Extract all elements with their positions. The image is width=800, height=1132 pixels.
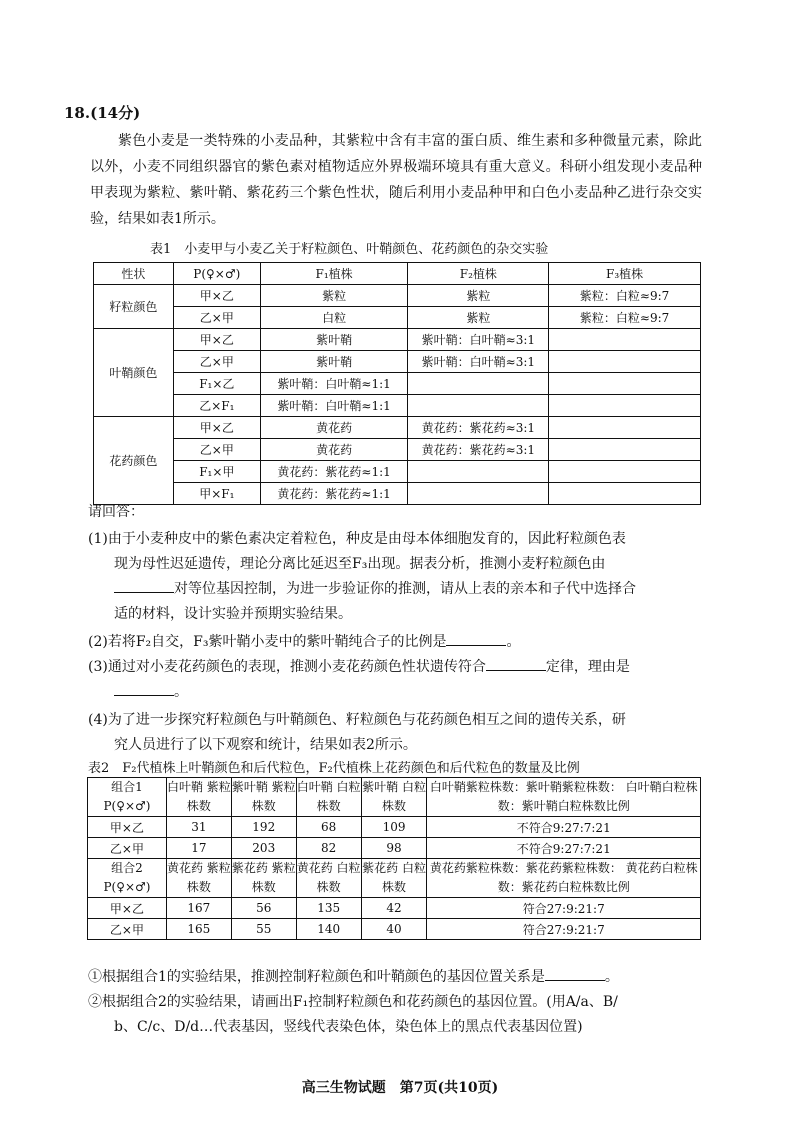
tail-item-1 <box>88 965 713 990</box>
table-row <box>94 395 701 417</box>
table-cell <box>549 439 701 461</box>
table-cell: 55 <box>231 919 296 940</box>
table1-header-row <box>94 263 701 285</box>
table-cell: 黄花药 <box>260 417 408 439</box>
table-row <box>94 307 701 329</box>
q3-line-a <box>88 655 708 680</box>
table-cell: 甲×乙 <box>173 417 260 439</box>
table-cell: 紫叶鞘：白叶鞘≈3:1 <box>408 351 549 373</box>
table-row <box>88 838 701 859</box>
q3-text-b: 定律，理由是 <box>545 659 630 675</box>
question-number: 18.(14分) <box>64 104 141 122</box>
table-cell <box>549 417 701 439</box>
table-cell <box>408 483 549 505</box>
table2-header: 黄花药 紫粒株数 <box>166 859 231 898</box>
table-row <box>94 329 701 351</box>
table-cell: 紫粒：白粒≈9:7 <box>549 307 701 329</box>
table-cell: 黄花药：紫花药≈3:1 <box>408 417 549 439</box>
table-cell: 紫叶鞘：白叶鞘≈1:1 <box>260 373 408 395</box>
q4-line-b: 究人员进行了以下观察和统计，结果如表2所示。 <box>114 737 417 753</box>
tail-item-2-line-b: b、C/c、D/d…代表基因，竖线代表染色体，染色体上的黑点代表基因位置) <box>114 1019 583 1035</box>
table-row <box>94 351 701 373</box>
table-cell: 乙×甲 <box>88 838 167 859</box>
table-row <box>94 285 701 307</box>
table-cell: 甲×乙 <box>88 898 167 919</box>
q3-line-b <box>88 680 708 705</box>
table-cell: 紫叶鞘：白叶鞘≈1:1 <box>260 395 408 417</box>
answer-blank[interactable] <box>114 681 174 696</box>
table2-header-row <box>88 778 701 817</box>
page-footer: 高三生物试题 第7页(共10页) <box>301 1080 499 1096</box>
table-cell: 109 <box>361 817 427 838</box>
table-row <box>94 439 701 461</box>
table-cell: 140 <box>296 919 361 940</box>
table-cell <box>549 373 701 395</box>
table1-header: 性状 <box>94 263 174 285</box>
answer-blank[interactable] <box>446 631 506 646</box>
table-cell: 68 <box>296 817 361 838</box>
table-cell: F₁×甲 <box>173 461 260 483</box>
sub-question-2 <box>88 630 708 655</box>
table-cell: 乙×F₁ <box>173 395 260 417</box>
table2-header: 组合2 P(♀×♂) <box>88 859 167 898</box>
table-cell: 98 <box>361 838 427 859</box>
table-cell: 符合27:9:21:7 <box>427 898 701 919</box>
period: 。 <box>604 969 619 985</box>
table2-header: 白叶鞘 紫粒株数 <box>166 778 231 817</box>
table1-header: F₁植株 <box>260 263 408 285</box>
table-cell: 白粒 <box>260 307 408 329</box>
sub-question-3 <box>88 655 708 705</box>
table-cell <box>549 329 701 351</box>
q1-line-b: 现为母性迟延遗传，理论分离比延迟至F₃出现。据表分析，推测小麦籽粒颜色由 <box>114 556 606 572</box>
table-row <box>88 919 701 940</box>
table-cell: 82 <box>296 838 361 859</box>
table-cell: 乙×甲 <box>173 351 260 373</box>
table-cell <box>549 395 701 417</box>
answer-blank[interactable] <box>545 966 605 981</box>
table2-header: 紫花药 白粒株数 <box>361 859 427 898</box>
period: 。 <box>506 634 521 650</box>
table-cell: 203 <box>231 838 296 859</box>
table-cell: 192 <box>231 817 296 838</box>
sub-question-1 <box>88 527 708 627</box>
tail-item-1-text: ①根据组合1的实验结果，推测控制籽粒颜色和叶鞘颜色的基因位置关系是 <box>88 969 545 985</box>
q1-line-a: (1)由于小麦种皮中的紫色素决定着粒色，种皮是由母本体细胞发育的，因此籽粒颜色表 <box>88 531 626 547</box>
table2-header: 白叶鞘紫粒株数：紫叶鞘紫粒株数： 白叶鞘白粒株数：紫叶鞘白粒株数比例 <box>427 778 701 817</box>
table-cell: 符合27:9:21:7 <box>427 919 701 940</box>
table-cell: 乙×甲 <box>173 307 260 329</box>
table-cell: 42 <box>361 898 427 919</box>
table-cell: 紫粒：白粒≈9:7 <box>549 285 701 307</box>
table-cell <box>408 395 549 417</box>
table-cell: 乙×甲 <box>173 439 260 461</box>
trait-label: 籽粒颜色 <box>94 285 174 329</box>
tail-item-2-line-a: ②根据组合2的实验结果，请画出F₁控制籽粒颜色和花药颜色的基因位置。(用A/a、B/ <box>88 994 618 1010</box>
answer-blank[interactable] <box>114 578 174 593</box>
q4-line-a: (4)为了进一步探究籽粒颜色与叶鞘颜色、籽粒颜色与花药颜色相互之间的遗传关系，研 <box>88 712 626 728</box>
table-cell: 135 <box>296 898 361 919</box>
answer-blank[interactable] <box>486 656 546 671</box>
table-cell: 甲×乙 <box>173 329 260 351</box>
table-cell: 紫粒 <box>408 285 549 307</box>
trait-label: 叶鞘颜色 <box>94 329 174 417</box>
table2-header: 组合1 P(♀×♂) <box>88 778 167 817</box>
table2-header: 紫叶鞘 紫粒株数 <box>231 778 296 817</box>
table-cell: 不符合9:27:7:21 <box>427 838 701 859</box>
table1-header: F₂植株 <box>408 263 549 285</box>
table-row <box>94 373 701 395</box>
answer-prompt: 请回答： <box>88 504 144 520</box>
table-cell: 乙×甲 <box>88 919 167 940</box>
tail-items <box>88 965 713 1040</box>
q2-text: (2)若将F₂自交，F₃紫叶鞘小麦中的紫叶鞘纯合子的比例是 <box>88 634 447 650</box>
table-cell: 紫粒 <box>260 285 408 307</box>
table-cell: 黄花药：紫花药≈3:1 <box>408 439 549 461</box>
table1-header: F₃植株 <box>549 263 701 285</box>
table-row <box>94 461 701 483</box>
table-row <box>94 417 701 439</box>
table-cell: 黄花药：紫花药≈1:1 <box>260 461 408 483</box>
table-cell: 黄花药 <box>260 439 408 461</box>
table-cell <box>549 483 701 505</box>
table-cell: F₁×乙 <box>173 373 260 395</box>
trait-label: 花药颜色 <box>94 417 174 505</box>
table-cell: 甲×乙 <box>173 285 260 307</box>
table-cell: 165 <box>166 919 231 940</box>
table2-header: 紫叶鞘 白粒株数 <box>361 778 427 817</box>
table2 <box>87 777 701 940</box>
table-cell <box>549 351 701 373</box>
table2-header: 紫花药 紫粒株数 <box>231 859 296 898</box>
table-cell: 甲×乙 <box>88 817 167 838</box>
table-cell: 40 <box>361 919 427 940</box>
period: 。 <box>174 684 188 700</box>
table2-header-row <box>88 859 701 898</box>
table-cell: 31 <box>166 817 231 838</box>
q1-line-c <box>88 577 708 602</box>
table2-header: 黄花药紫粒株数：紫花药紫粒株数： 黄花药白粒株数：紫花药白粒株数比例 <box>427 859 701 898</box>
table2-caption: 表2 F₂代植株上叶鞘颜色和后代粒色，F₂代植株上花药颜色和后代粒色的数量及比例 <box>88 761 580 776</box>
table-row <box>88 898 701 919</box>
table-cell: 紫叶鞘 <box>260 351 408 373</box>
table-cell: 紫叶鞘：白叶鞘≈3:1 <box>408 329 549 351</box>
table-cell <box>408 373 549 395</box>
table-cell <box>549 461 701 483</box>
table-cell: 167 <box>166 898 231 919</box>
table-cell: 17 <box>166 838 231 859</box>
q1-line-d: 适的材料，设计实验并预期实验结果。 <box>114 606 352 622</box>
table2-header: 白叶鞘 白粒株数 <box>296 778 361 817</box>
q3-text-a: (3)通过对小麦花药颜色的表现，推测小麦花药颜色性状遗传符合 <box>88 659 486 675</box>
table-cell: 甲×F₁ <box>173 483 260 505</box>
table-cell <box>408 461 549 483</box>
table1-header: P(♀×♂) <box>173 263 260 285</box>
table1-caption: 表1 小麦甲与小麦乙关于籽粒颜色、叶鞘颜色、花药颜色的杂交实验 <box>150 242 549 257</box>
sub-question-4 <box>88 708 708 758</box>
table-row <box>88 817 701 838</box>
table-cell: 紫叶鞘 <box>260 329 408 351</box>
q1-line-c-text: 对等位基因控制，为进一步验证你的推测，请从上表的亲本和子代中选择合 <box>174 581 636 597</box>
table-cell: 紫粒 <box>408 307 549 329</box>
table-cell: 黄花药：紫花药≈1:1 <box>260 483 408 505</box>
table-cell: 56 <box>231 898 296 919</box>
table2-header: 黄花药 白粒株数 <box>296 859 361 898</box>
table-cell: 不符合9:27:7:21 <box>427 817 701 838</box>
table1 <box>93 262 701 505</box>
question-intro: 紫色小麦是一类特殊的小麦品种，其紫粒中含有丰富的蛋白质、维生素和多种微量元素，除此以外，小麦不同组织器官的紫色素对植物适应外界极端环境具有重大意义。科研小组发现小麦品种甲表现为紫粒、紫叶鞘、紫花药三个紫色性状，随后利用小麦品种甲和白色小麦品种乙进行杂交实验，结果如表1所示。 <box>90 133 702 227</box>
table-row <box>94 483 701 505</box>
